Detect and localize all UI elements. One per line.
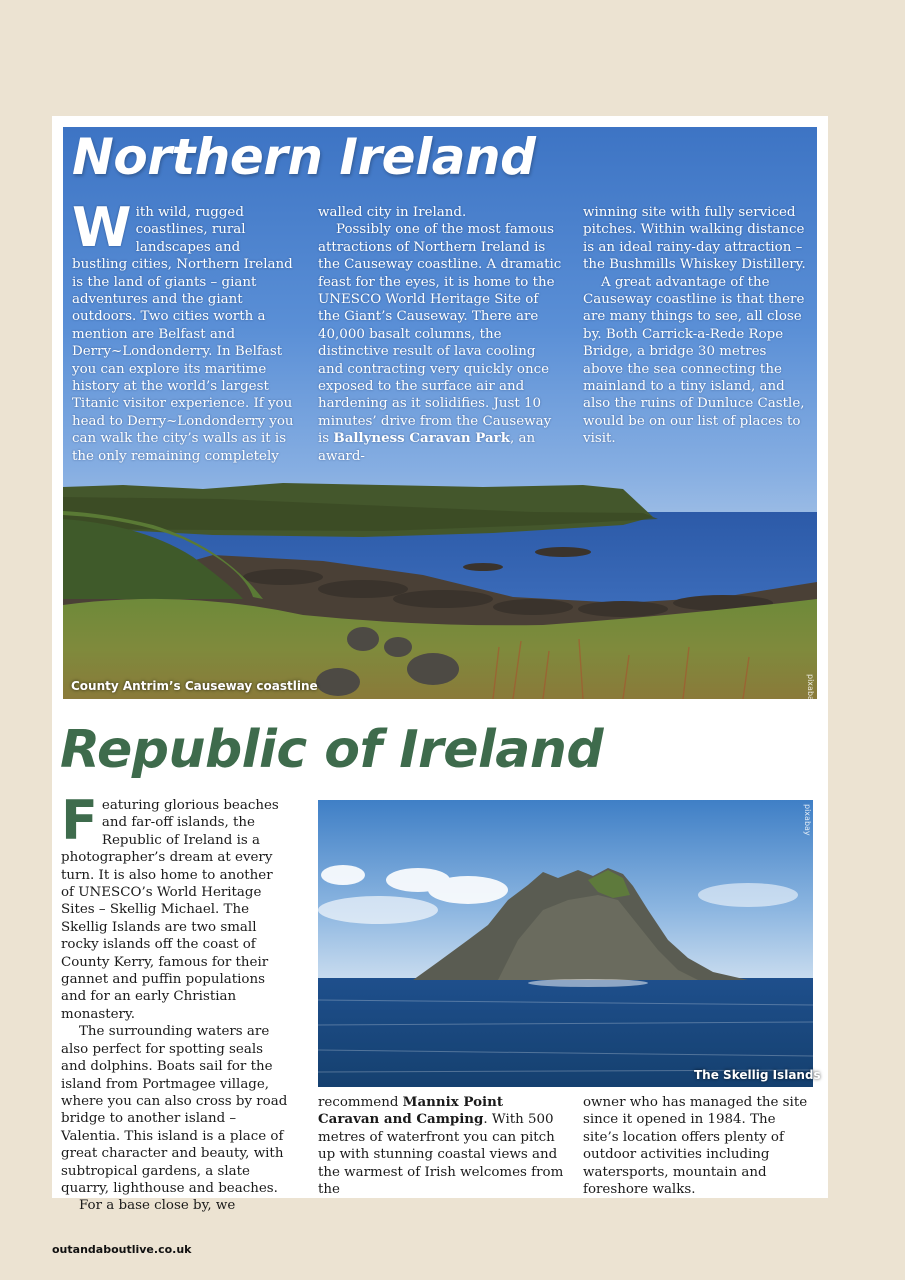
causeway-photo-credit: pixabay [806,674,815,706]
northern-col-3 [583,204,809,448]
republic-col-1-p3: For a base close by, we [79,1198,236,1214]
republic-col-2-start: recommend [318,1095,403,1110]
skellig-scene-graphic [318,800,813,1087]
footer-url[interactable]: outandaboutlive.co.uk [52,1243,192,1256]
republic-col-1-p2: The surrounding waters are also perfect for spotting seals and dolphins. Boats sail for the island from Portmagee village, where you can also cross by road bridge to another island – Valentia. This island is a place of great character and beauty, with subtropical gardens, a slate quarry, lighthouse and beaches. [61,1024,288,1196]
ballyness-caravan-park: Ballyness Caravan Park [333,430,511,447]
causeway-caption: County Antrim’s Causeway coastline [71,679,318,693]
skellig-photo [318,800,813,1087]
republic-col-2-end: . With 500 metres of waterfront you can pitch up with stunning coastal views and the warmest of Irish welcomes from the [318,1112,564,1198]
republic-col-2 [318,1094,564,1198]
republic-col-1-p1: eaturing glorious beaches and far-off islands, the Republic of Ireland is a photographer’s dream at every turn. It is also home to another of UNESCO’s World Heritage Sites – Skellig Michael. The Skellig Islands are two small rocky islands off the coast of County Kerry, famous for their gannet and puffin populations and for an early Christian monastery. [61,798,279,1022]
drop-cap-w: W [72,196,132,259]
mannix-point-caravan: Mannix Point Caravan and Camping [318,1094,504,1128]
northern-col-2-p2-text: Possibly one of the most famous attractions of Northern Ireland is the Causeway coastline. A dramatic feast for the eyes, it is home to the UNESCO World Heritage Site of the Giant’s Causeway. There are 40,000 basalt columns, the distinctive result of lava cooling and contracting very quickly once exposed to the surface air and hardening as it solidifies. Just 10 minutes’ drive from the Causeway is [318,222,562,447]
northern-col-2-end: , an award- [318,431,536,464]
northern-ireland-title: Northern Ireland [72,128,536,186]
northern-col-2-p1: walled city in Ireland. [318,205,467,220]
northern-col-2 [318,204,564,465]
skellig-caption: The Skellig Islands [694,1068,821,1082]
northern-col-3-p2: A great advantage of the Causeway coastline is that there are many things to see, all close by. Both Carrick-a-Rede Rope Bridge, a bridge 30 metres above the sea connecting the mainland to a tiny island, and also the ruins of Dunluce Castle, would be on our list of places to visit. [583,274,805,447]
northern-col-1 [72,196,298,465]
northern-col-3-p1: winning site with fully serviced pitches. Within walking distance is an ideal rainy-day attraction – the Bushmills Whiskey Distillery. [583,205,806,273]
republic-col-1 [61,789,289,1215]
northern-col-1-text: ith wild, rugged coastlines, rural landscapes and bustling cities, Northern Ireland is the land of giants – giant adventures and the giant outdoors. Two cities worth a mention are Belfast and Derry~Londonderry. In Belfast you can explore its maritime history at the world’s largest Titanic visitor experience. If you head to Derry~Londonderry you can walk the city’s walls as it is the only remaining completely [72,205,294,464]
northern-col-2-p2 [318,221,564,465]
drop-cap-f: F [61,789,98,852]
skellig-photo-credit: pixabay [803,804,812,836]
republic-col-3 [583,1094,809,1198]
republic-col-3-text: owner who has managed the site since it opened in 1984. The site’s location offers plenty of outdoor activities including watersports, mountain and foreshore walks. [583,1095,808,1198]
republic-of-ireland-title: Republic of Ireland [60,720,604,780]
